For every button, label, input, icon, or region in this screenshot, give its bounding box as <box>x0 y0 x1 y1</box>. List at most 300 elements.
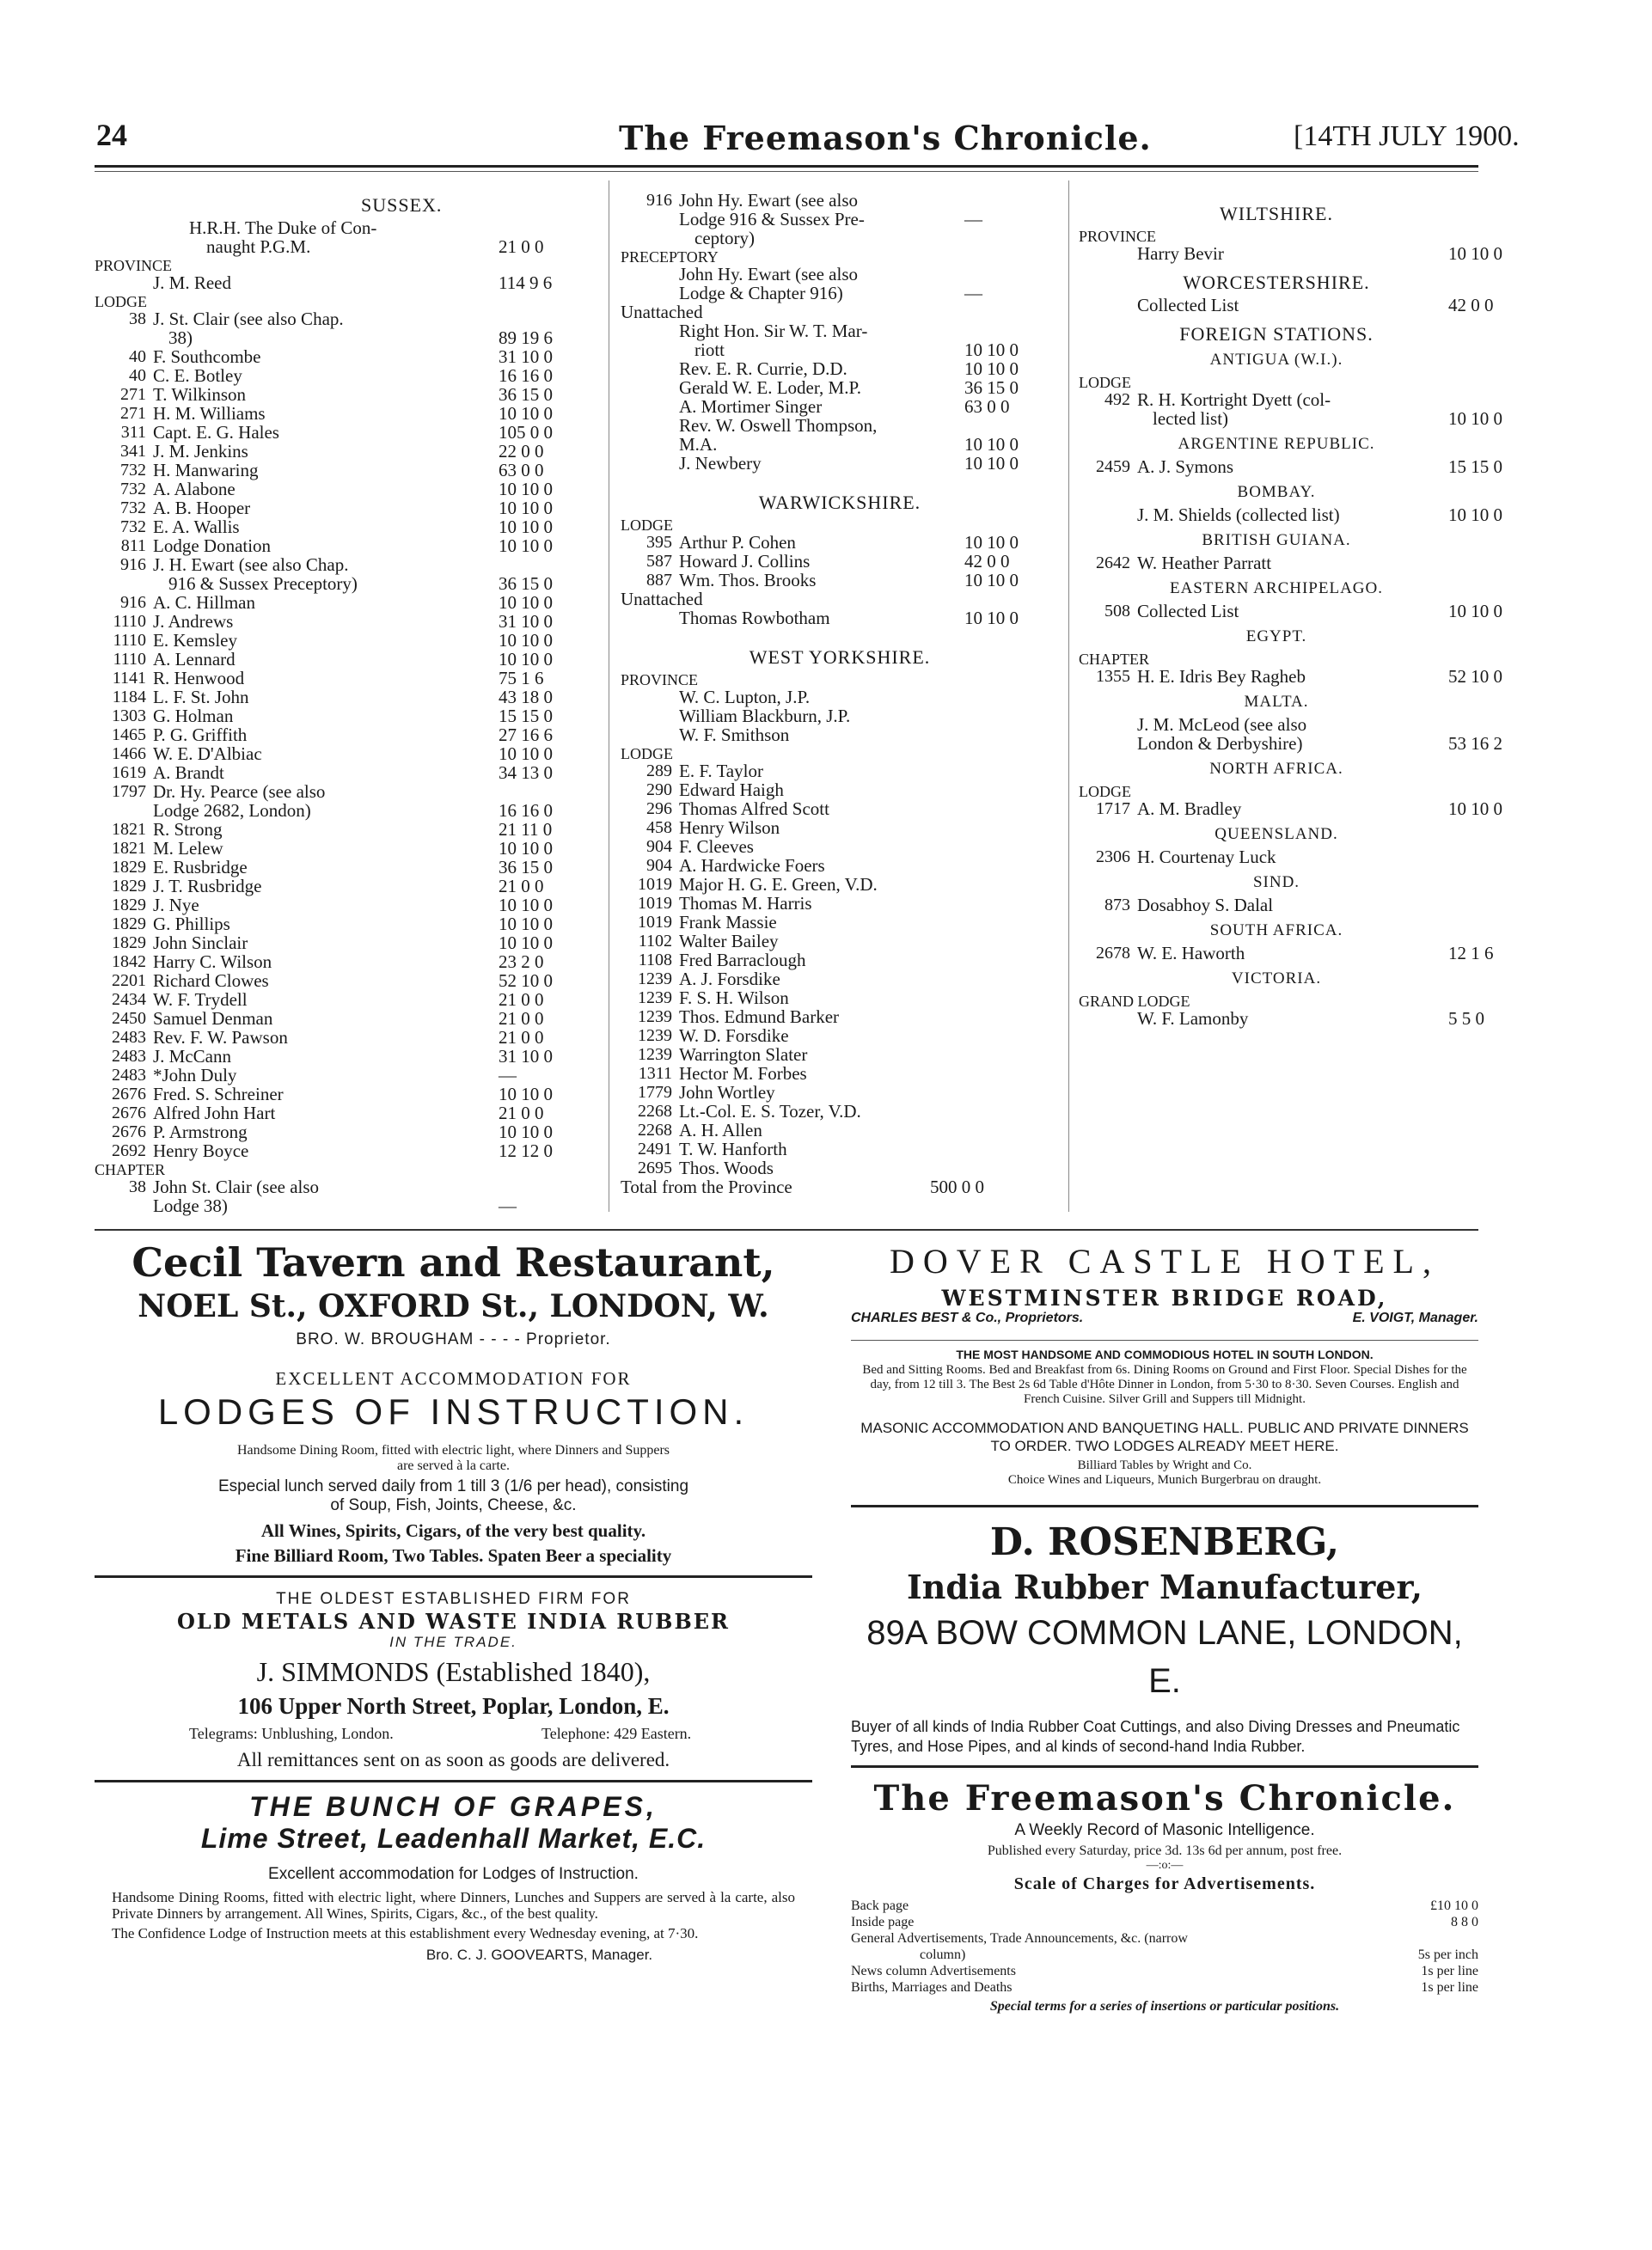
list-item <box>1079 390 1474 409</box>
list-item <box>621 191 1059 210</box>
amount: 10 10 0 <box>964 339 1019 360</box>
ad-text: All Wines, Spirits, Cigars, of the very best quality. <box>260 1520 646 1541</box>
donor-name: John Wortley <box>679 1082 775 1103</box>
donor-name: A. B. Hooper <box>153 498 251 518</box>
amount: 10 10 0 <box>499 932 553 953</box>
list-item <box>95 990 602 1009</box>
list <box>621 265 1059 303</box>
donor-name: E. Rusbridge <box>153 857 248 877</box>
donor-name: Lodge 916 & Sussex Pre- <box>679 209 865 229</box>
ad-text: Fine Billiard Room, Two Tables. Spaten Beer a speciality <box>235 1545 672 1566</box>
lodge-number: 2676 <box>112 1085 146 1104</box>
donor-name: riott <box>694 339 725 360</box>
lodge-number: 1797 <box>112 782 146 801</box>
rate-row <box>851 1898 1478 1914</box>
donor-name: William Blackburn, J.P. <box>679 706 851 726</box>
rate-price: 8 8 0 <box>1451 1915 1478 1929</box>
list <box>621 608 1059 627</box>
list-label: Unattached <box>621 589 703 609</box>
amount: 63 0 0 <box>964 396 1010 417</box>
list-label: PRECEPTORY <box>621 248 719 266</box>
list-label: GRAND LODGE <box>1079 993 1190 1010</box>
list <box>621 191 1059 248</box>
donor-name: Warrington Slater <box>679 1044 808 1065</box>
list-item <box>95 725 602 744</box>
ad-text: IN THE TRADE. <box>389 1634 517 1650</box>
donor-name: W. E. Haworth <box>1137 943 1245 963</box>
donor-name: Alfred John Hart <box>153 1103 276 1123</box>
amount: 31 10 0 <box>499 1046 553 1067</box>
donor-name: A. Mortimer Singer <box>679 396 823 417</box>
amount: 10 10 0 <box>499 479 553 499</box>
list-item <box>95 498 602 517</box>
donor-name: W. F. Lamonby <box>1137 1008 1249 1029</box>
lodge-number: 1821 <box>112 820 146 839</box>
donor-name: John St. Clair (see also <box>153 1177 320 1197</box>
donor-name: F. Cleeves <box>679 836 754 857</box>
lodge-number: 904 <box>646 856 672 875</box>
station-heading: SOUTH AFRICA. <box>1209 921 1343 939</box>
list-label: LODGE <box>1079 783 1131 800</box>
donor-name: 916 & Sussex Preceptory) <box>168 573 358 594</box>
amount: 42 0 0 <box>964 551 1010 572</box>
donor-name: C. E. Botley <box>153 365 242 386</box>
donor-name: London & Derbyshire) <box>1137 733 1303 754</box>
donor-name: Right Hon. Sir W. T. Mar- <box>679 321 868 341</box>
amount: 89 19 6 <box>499 327 553 348</box>
list-item <box>621 1045 1059 1064</box>
ad-text: Bed and Sitting Rooms. Bed and Breakfast from 6s. Dining Rooms on Ground and First Floor. Special Dishes for the day, from 12 till 3. The Best 2s 6d Table d'Hôte Dinner in London, from 5·30 to 8·30. Seven Courses. English and French Cuisine. Silver Grill and Suppers till Midnight. <box>862 1363 1467 1406</box>
lodge-number: 2459 <box>1096 457 1130 476</box>
list-item <box>621 856 1059 875</box>
lodge-number: 1141 <box>112 669 146 688</box>
donor-name: Fred Barraclough <box>679 950 806 970</box>
list-label: LODGE <box>621 517 673 534</box>
section-heading: WEST YORKSHIRE. <box>749 646 931 668</box>
list-item <box>1079 408 1502 429</box>
amount: 105 0 0 <box>499 422 553 443</box>
section-rule <box>95 1229 1478 1231</box>
donor-name: A. J. Forsdike <box>679 969 780 989</box>
donor-name: Thomas Alfred Scott <box>679 798 829 819</box>
lodge-number: 1466 <box>112 744 146 763</box>
lodge-number: 271 <box>120 385 146 404</box>
list-item <box>621 969 1059 988</box>
amount: 10 10 0 <box>1448 798 1502 819</box>
donor-name: Arthur P. Cohen <box>679 532 796 553</box>
ad-title: DOVER CASTLE HOTEL, <box>890 1242 1440 1281</box>
ad-headline: OLD METALS AND WASTE INDIA RUBBER <box>176 1609 730 1634</box>
list-item <box>95 1047 602 1066</box>
lodge-number: 732 <box>120 498 146 517</box>
list-item <box>95 650 602 669</box>
amount: 75 1 6 <box>499 668 544 688</box>
ad-text: Handsome Dining Rooms, fitted with electric light, where Dinners, Lunches and Suppers are served à la carte, also Private Dinners by arrangement. All Wines, Spirits, Cigars, &c., of the best quality. <box>112 1889 795 1922</box>
donor-name: Henry Boyce <box>153 1140 249 1161</box>
lodge-number: 916 <box>120 593 146 612</box>
list-item <box>95 593 602 612</box>
donor-name: J. Nye <box>153 895 199 915</box>
cecil-tavern-ad <box>95 1238 812 1964</box>
lodge-number: 38 <box>129 1177 146 1196</box>
list-item <box>95 555 602 574</box>
rate-price: £10 10 0 <box>1430 1898 1478 1913</box>
list <box>1079 456 1502 477</box>
amount: 10 10 0 <box>1448 601 1502 621</box>
lodge-number: 2483 <box>112 1047 146 1066</box>
amount: 23 2 0 <box>499 951 544 972</box>
list-item <box>621 359 1059 378</box>
donor-name: W. F. Smithson <box>679 725 790 745</box>
list-item <box>95 480 602 498</box>
amount: 10 10 0 <box>499 649 553 669</box>
donor-name: Lodge 38) <box>153 1195 228 1216</box>
lodge-number: 732 <box>120 461 146 480</box>
ad-address: WESTMINSTER BRIDGE ROAD, <box>941 1286 1388 1311</box>
rate-label: News column Advertisements <box>851 1964 1016 1978</box>
list-item <box>621 780 1059 799</box>
list-item <box>621 210 1059 229</box>
ad-text: of Soup, Fish, Joints, Cheese, &c. <box>330 1496 577 1514</box>
donor-name: J. H. Ewart (see also Chap. <box>153 554 349 575</box>
donor-name: A. C. Hillman <box>153 592 255 613</box>
lodge-number: 1108 <box>638 951 672 969</box>
list-item <box>95 839 602 858</box>
section-heading: WORCESTERSHIRE. <box>1183 272 1370 293</box>
amount: 15 15 0 <box>499 706 553 726</box>
ad-text: Choice Wines and Liqueurs, Munich Burgerbrau on draught. <box>1007 1473 1322 1487</box>
lodge-number: 1239 <box>638 1026 672 1045</box>
ad-text: Buyer of all kinds of India Rubber Coat Cuttings, and also Diving Dresses and Pneumatic Tyres, and Hose Pipes, and al kinds of second-hand India Rubber. <box>851 1718 1460 1755</box>
section-heading: WARWICKSHIRE. <box>758 492 921 513</box>
lodge-number: 2491 <box>638 1140 672 1159</box>
donor-name: R. Strong <box>153 819 223 840</box>
ad-proprietor: BRO. W. BROUGHAM - - - - Proprietor. <box>296 1330 611 1348</box>
amount: 10 10 0 <box>499 895 553 915</box>
sussex-chapter-list <box>95 1177 602 1215</box>
list-label: PROVINCE <box>1079 228 1157 245</box>
donor-name: W. C. Lupton, J.P. <box>679 687 811 707</box>
ad-address: NOEL St., OXFORD St., LONDON, W. <box>138 1288 769 1324</box>
amount: 63 0 0 <box>499 460 544 480</box>
rate-row <box>851 1930 1478 1947</box>
column-divider <box>1068 180 1069 1212</box>
donor-name: F. Southcombe <box>153 346 261 367</box>
lodge-number: 2268 <box>638 1102 672 1121</box>
list-item <box>95 971 602 990</box>
lodge-number: 508 <box>1104 602 1130 621</box>
list <box>1079 601 1502 621</box>
donor-name: Richard Clowes <box>153 970 269 991</box>
station-heading: ANTIGUA (W.I.). <box>1209 351 1343 369</box>
donor-name: F. S. H. Wilson <box>679 987 789 1008</box>
right-column <box>1079 199 1502 1029</box>
lodge-number: 2676 <box>112 1122 146 1141</box>
list-item <box>95 385 602 404</box>
list-item <box>621 571 1059 590</box>
lodge-number: 1311 <box>638 1064 672 1083</box>
donor-name: T. W. Hanforth <box>679 1139 787 1159</box>
ad-text: All remittances sent on as soon as goods are delivered. <box>236 1749 670 1770</box>
rate-label: General Advertisements, Trade Announcements, &c. (narrow <box>851 1931 1188 1946</box>
lodge-number: 38 <box>129 309 146 328</box>
list-item <box>95 328 602 347</box>
lodge-number: 2692 <box>112 1141 146 1160</box>
list-item <box>621 340 1059 359</box>
ad-text: The Confidence Lodge of Instruction meets at this establishment every Wednesday evening, at 7·30. <box>112 1925 699 1941</box>
donor-name: M. Lelew <box>153 838 223 859</box>
ad-text: Special terms for a series of insertions or particular positions. <box>989 1999 1340 2014</box>
lodge-number: 916 <box>120 555 146 574</box>
list-item <box>621 688 1059 706</box>
list <box>1079 243 1502 264</box>
list-item <box>95 1066 602 1085</box>
lodge-number: 1110 <box>113 650 146 669</box>
list-item <box>95 404 602 423</box>
donor-name: T. Wilkinson <box>153 384 247 405</box>
lodge-number: 1821 <box>112 839 146 858</box>
lodge-number: 1110 <box>113 612 146 631</box>
lodge-number: 1239 <box>638 1007 672 1026</box>
donor-name: A. Brandt <box>153 762 224 783</box>
lodge-number: 289 <box>646 761 672 780</box>
list-label: PROVINCE <box>621 671 699 688</box>
donor-name: W. E. D'Albiac <box>153 743 262 764</box>
list <box>1079 714 1502 754</box>
list <box>1079 389 1502 429</box>
ad-text: Excellent accommodation for Lodges of Instruction. <box>268 1865 639 1883</box>
donor-name: Harry Bevir <box>1137 243 1224 264</box>
ad-text: Billiard Tables by Wright and Co. <box>1077 1458 1252 1472</box>
list-item <box>1079 798 1502 819</box>
amount: 43 18 0 <box>499 687 553 707</box>
station-heading: SIND. <box>1252 873 1300 891</box>
amount: 36 15 0 <box>499 384 553 405</box>
list-item <box>1079 504 1502 525</box>
donor-name: Collected List <box>1137 601 1239 621</box>
donor-name: J. M. Shields (collected list) <box>1137 504 1340 525</box>
ad-text: Especial lunch served daily from 1 till 3 (1/6 per head), consisting <box>217 1477 689 1495</box>
donor-name: Rev. F. W. Pawson <box>153 1027 288 1048</box>
donor-name: Thomas Rowbotham <box>679 608 830 628</box>
rate-label: column) <box>920 1947 966 1962</box>
amount: 21 0 0 <box>499 1103 544 1123</box>
middle-column <box>621 191 1059 1196</box>
lodge-number: 732 <box>120 517 146 536</box>
lodge-number: 271 <box>120 404 146 423</box>
lodge-number: 1355 <box>1096 667 1130 686</box>
donor-name: Lodge 2682, London) <box>153 800 311 821</box>
amount: 10 10 0 <box>499 630 553 651</box>
list-item: J. M. Reed 114 9 6 <box>153 272 553 293</box>
lodge-number: 916 <box>646 191 672 210</box>
donor-name: Harry C. Wilson <box>153 951 272 972</box>
list <box>1079 943 1494 963</box>
list <box>621 761 1059 1177</box>
donor-name: 38) <box>168 327 193 348</box>
page-number: 24 <box>96 118 127 152</box>
amount: 36 15 0 <box>964 377 1019 398</box>
ad-text: Scale of Charges for Advertisements. <box>1013 1874 1316 1893</box>
amount: 34 13 0 <box>499 762 553 783</box>
rate-price: 5s per inch <box>1417 1947 1478 1962</box>
donor-name: John Sinclair <box>153 932 248 953</box>
donor-name: A. H. Allen <box>679 1120 762 1140</box>
ad-address: 106 Upper North Street, Poplar, London, E. <box>237 1693 670 1719</box>
list-item <box>1079 733 1502 754</box>
list-item <box>1079 847 1474 866</box>
lodge-number: 1110 <box>113 631 146 650</box>
amount: 31 10 0 <box>499 346 553 367</box>
amount: 15 15 0 <box>1448 456 1502 477</box>
sussex-column <box>95 191 602 1215</box>
station-heading: ARGENTINE REPUBLIC. <box>1178 435 1375 453</box>
lodge-number: 887 <box>646 571 672 590</box>
list-item <box>621 1102 1059 1121</box>
amount: 21 0 0 <box>499 1027 544 1048</box>
list-item <box>95 574 602 593</box>
donor-name: Capt. E. G. Hales <box>153 422 279 443</box>
lodge-number: 1102 <box>638 932 672 951</box>
list-label: CHAPTER <box>95 1161 166 1178</box>
list <box>1079 666 1502 687</box>
lodge-number: 1717 <box>1096 799 1130 818</box>
donor-name: Henry Wilson <box>679 817 780 838</box>
donor-name: W. D. Forsdike <box>679 1025 789 1046</box>
lodge-number: 1239 <box>638 969 672 988</box>
station-heading: EASTERN ARCHIPELAGO. <box>1169 579 1383 597</box>
list-item <box>621 1007 1059 1026</box>
list-item <box>95 612 602 631</box>
list-item <box>1079 715 1474 734</box>
ad-manager: Bro. C. J. GOOVEARTS, Manager. <box>425 1947 653 1963</box>
lodge-number: 2695 <box>638 1159 672 1177</box>
amount: 21 0 0 <box>499 989 544 1010</box>
list-item <box>621 1026 1059 1045</box>
list-label: PROVINCE <box>95 257 173 274</box>
lodge-number: 40 <box>129 347 146 366</box>
list-item <box>95 706 602 725</box>
rate-label: Back page <box>851 1898 909 1913</box>
list <box>1079 553 1474 572</box>
list-item <box>621 435 1059 454</box>
list-item <box>95 1141 602 1160</box>
donor-name: Lodge & Chapter 916) <box>679 283 843 303</box>
ad-address: Lime Street, Leadenhall Market, E.C. <box>200 1823 707 1854</box>
list-item <box>621 818 1059 837</box>
lodge-number: 873 <box>1104 896 1130 914</box>
lodge-number: 1019 <box>638 913 672 932</box>
ad-rule <box>851 1340 1478 1341</box>
station-heading: NORTH AFRICA. <box>1209 760 1343 778</box>
list <box>1079 896 1474 914</box>
lodge-number: 1465 <box>112 725 146 744</box>
ad-address: 89A BOW COMMON LANE, LONDON, E. <box>866 1614 1463 1700</box>
ad-rule <box>95 1780 812 1782</box>
amount: 21 0 0 <box>499 1008 544 1029</box>
lodge-number: 458 <box>646 818 672 837</box>
rates-table <box>851 1898 1478 1996</box>
list-label: Unattached <box>621 302 703 322</box>
rate-label: Inside page <box>851 1915 915 1929</box>
list <box>621 688 1059 744</box>
donor-name: Rev. W. Oswell Thompson, <box>679 415 878 436</box>
amount: 42 0 0 <box>1448 295 1494 315</box>
donor-name: Lodge Donation <box>153 535 272 556</box>
list-item <box>95 1009 602 1028</box>
lodge-number: 1829 <box>112 858 146 877</box>
donor-name: E. Kemsley <box>153 630 237 651</box>
amount: 10 10 0 <box>499 914 553 934</box>
rate-row <box>851 1979 1478 1996</box>
list <box>621 533 1059 590</box>
list-item <box>621 932 1059 951</box>
list-item <box>95 763 602 782</box>
amount: 10 10 0 <box>499 498 553 518</box>
donor-name: A. Alabone <box>153 479 236 499</box>
list-item <box>95 858 602 877</box>
rate-row <box>851 1963 1478 1979</box>
list <box>1079 1008 1484 1029</box>
lodge-number: 1019 <box>638 875 672 894</box>
ad-text: THE MOST HANDSOME AND COMMODIOUS HOTEL IN SOUTH LONDON. <box>956 1348 1374 1361</box>
ad-text: Published every Saturday, price 3d. 13s 6d per annum, post free. <box>987 1843 1343 1858</box>
amount: 10 10 0 <box>964 608 1019 628</box>
lodge-number: 1619 <box>112 763 146 782</box>
lodge-number: 2268 <box>638 1121 672 1140</box>
list-item <box>621 1140 1059 1159</box>
amount: 10 10 0 <box>499 1084 553 1104</box>
amount: 10 10 0 <box>499 743 553 764</box>
list-label: LODGE <box>95 293 147 310</box>
list-item <box>621 761 1059 780</box>
list-item <box>95 366 602 385</box>
ad-headline: India Rubber Manufacturer, <box>907 1568 1423 1606</box>
list-item <box>95 1028 602 1047</box>
station-heading: EGYPT. <box>1245 627 1307 645</box>
list-item <box>95 820 602 839</box>
list-item <box>95 896 602 914</box>
list-item <box>621 837 1059 856</box>
lodge-number: 311 <box>120 423 146 442</box>
donor-name: W. Heather Parratt <box>1137 553 1272 573</box>
lodge-number: 904 <box>646 837 672 856</box>
list-item <box>621 951 1059 969</box>
amount: 27 16 6 <box>499 725 553 745</box>
lodge-number: 296 <box>646 799 672 818</box>
list-item <box>1079 456 1502 477</box>
list <box>1079 295 1494 315</box>
lodge-number: 2450 <box>112 1009 146 1028</box>
donor-name: Major H. G. E. Green, V.D. <box>679 874 878 895</box>
donor-name: E. F. Taylor <box>679 761 763 781</box>
list-item <box>621 454 1059 473</box>
amount: 36 15 0 <box>499 573 553 594</box>
masthead-rule <box>95 165 1478 168</box>
rate-label: Births, Marriages and Deaths <box>851 1980 1013 1995</box>
list-item <box>621 1064 1059 1083</box>
amount: — <box>964 283 982 303</box>
amount: 53 16 2 <box>1448 733 1502 754</box>
donor-name: R. Henwood <box>153 668 245 688</box>
lodge-number: 341 <box>120 442 146 461</box>
ad-rule <box>851 1505 1478 1507</box>
donor-name: lected list) <box>1153 408 1229 429</box>
foreign-stations <box>1079 351 1502 1029</box>
amount: — <box>964 209 982 229</box>
lodge-number: 1829 <box>112 914 146 933</box>
donor-name: M.A. <box>679 434 718 455</box>
